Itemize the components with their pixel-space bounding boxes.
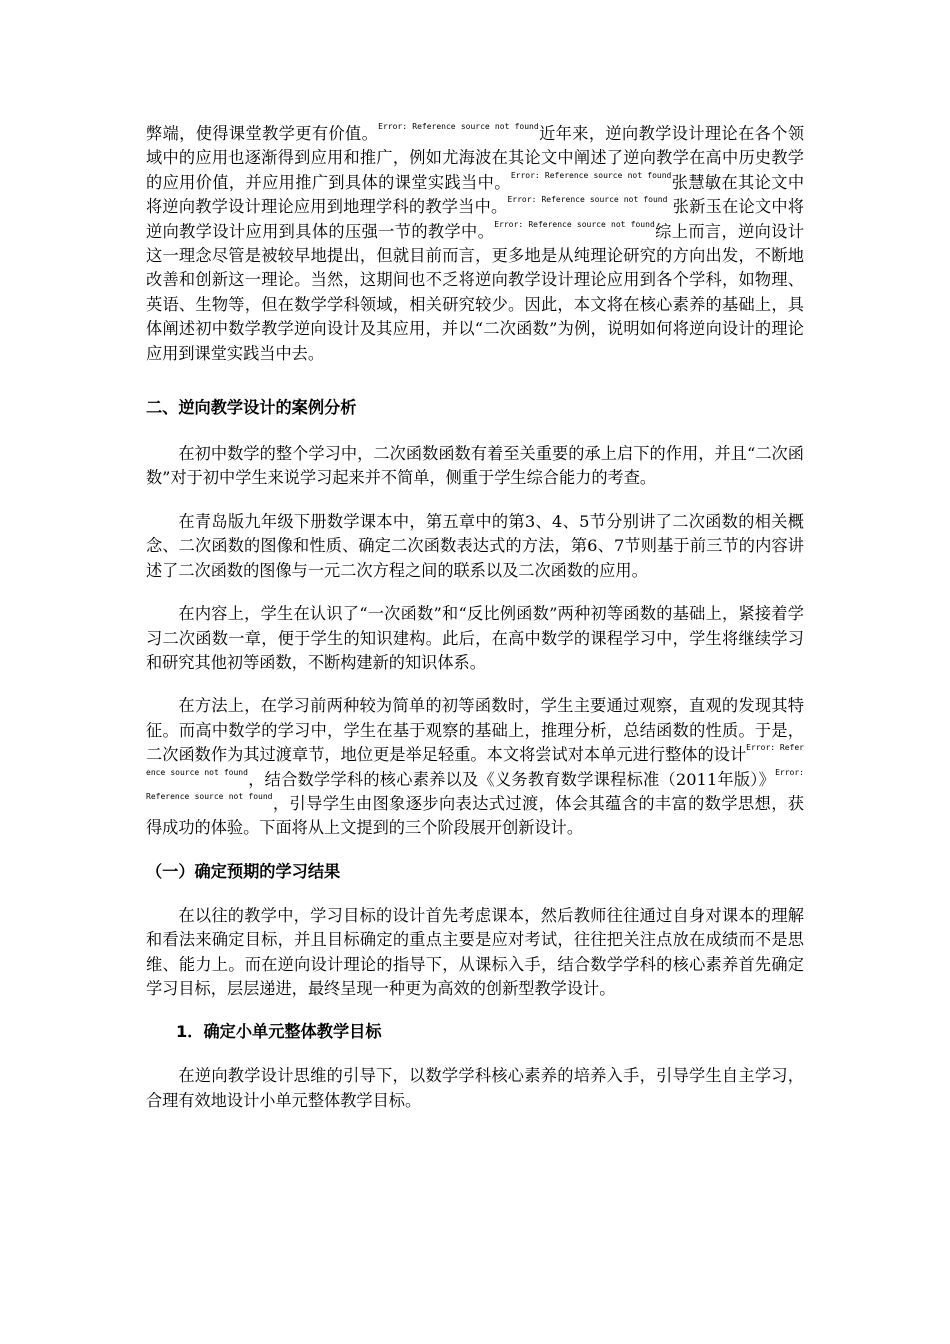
paragraph-content: 在内容上，学生在认识了“一次函数”和“反比例函数”两种初等函数的基础上，紧接着学习二次函数一章，便于学生的知识建构。此后，在高中数学的课程学习中，学生将继续学习和研究其他初等函数，不断构建新的知识体系。	[146, 604, 804, 672]
reference-error-marker: Error: Reference source not found	[510, 170, 672, 180]
subsubsection-heading: 1．确定小单元整体教学目标	[176, 1022, 382, 1042]
paragraph-learning-goals: 在以往的教学中，学习目标的设计首先考虑课本，然后教师往往通过自身对课本的理解和看法来确定目标，并且目标确定的重点主要是应对考试，往往把关注点放在成绩而不是思维、能力上。而在逆向设计理论的指导下，从课标入手，结合数学学科的核心素养首先确定学习目标，层层递进，最终呈现一种更为高效的创新型教学设计。	[146, 905, 804, 998]
reference-error-marker: Error: Reference source not found	[378, 122, 539, 131]
reference-error-marker: Error: Reference source not found	[146, 743, 805, 777]
section-heading: 二、逆向教学设计的案例分析	[146, 398, 357, 418]
text-span: 张新玉在论文中将逆向教学设计应用到具体的压强一节的教学中。	[146, 197, 804, 241]
paragraph-literature-review	[146, 122, 804, 366]
reference-error-marker: Error: Reference source not found	[146, 767, 804, 801]
subsection-heading: （一）确定预期的学习结果	[146, 861, 341, 881]
paragraph-importance: 在初中数学的整个学习中，二次函数函数有着至关重要的承上启下的作用，并且“二次函数”对于初中学生来说学习起来并不简单，侧重于学生综合能力的考查。	[146, 444, 804, 488]
text-span: ，引导学生由图象逐步向表达式过渡，体会其蕴含的丰富的数学思想，获得成功的体验。下面将从上文提到的三个阶段展开创新设计。	[146, 793, 804, 838]
text-span: 弊端，使得课堂教学更有价值。	[146, 124, 379, 143]
paragraph-method	[146, 694, 804, 840]
paragraph-unit-goals: 在逆向教学设计思维的引导下，以数学学科核心素养的培养入手，引导学生自主学习，合理有效地设计小单元整体教学目标。	[146, 1066, 804, 1110]
reference-error-marker: Error: Reference source not found	[494, 219, 655, 229]
text-span: ，结合数学学科的核心素养以及《义务教育数学课程标准（2011年版）》	[247, 769, 776, 789]
text-span: 张慧敏在其论文中将逆向教学设计理论应用到地理学科的教学当中。	[146, 172, 805, 217]
text-span: 综上而言，逆向设计这一理念尽管是被较早地提出，但就目前而言，更多地是从纯理论研究的方向出发，不断地改善和创新这一理论。当然，这期间也不乏将逆向教学设计理论应用到各个学科，如物理、英语、生物等，但在数学学科领域，相关研究较少。因此，本文将在核心素养的基础上，具体阐述初中数学教学逆向设计及其应用，并以“二次函数”为例，说明如何将逆向设计的理论应用到课堂实践当中去。	[146, 221, 805, 363]
paragraph-textbook: 在青岛版九年级下册数学课本中，第五章中的第3、4、5节分别讲了二次函数的相关概念、二次函数的图像和性质、确定二次函数表达式的方法，第6、7节则基于前三节的内容讲述了二次函数的图像与一元二次方程之间的联系以及二次函数的应用。	[146, 511, 804, 580]
reference-error-marker: Error: Reference source not found	[507, 195, 668, 205]
text-span: 在方法上，在学习前两种较为简单的初等函数时，学生主要通过观察，直观的发现其特征。而高中数学的学习中，学生在基于观察的基础上，推理分析，总结函数的性质。于是， 二次函数作为其过渡章节，地位更是举足轻重。本文将尝试对本单元进行整体的设计	[146, 696, 804, 765]
text-span: 近年来，逆向教学设计理论在各个领域中的应用也逐渐得到应用和推广，例如尤海波在其论文中阐述了逆向教学在高中历史教学的应用价值，并应用推广到具体的课堂实践当中。	[146, 124, 805, 192]
